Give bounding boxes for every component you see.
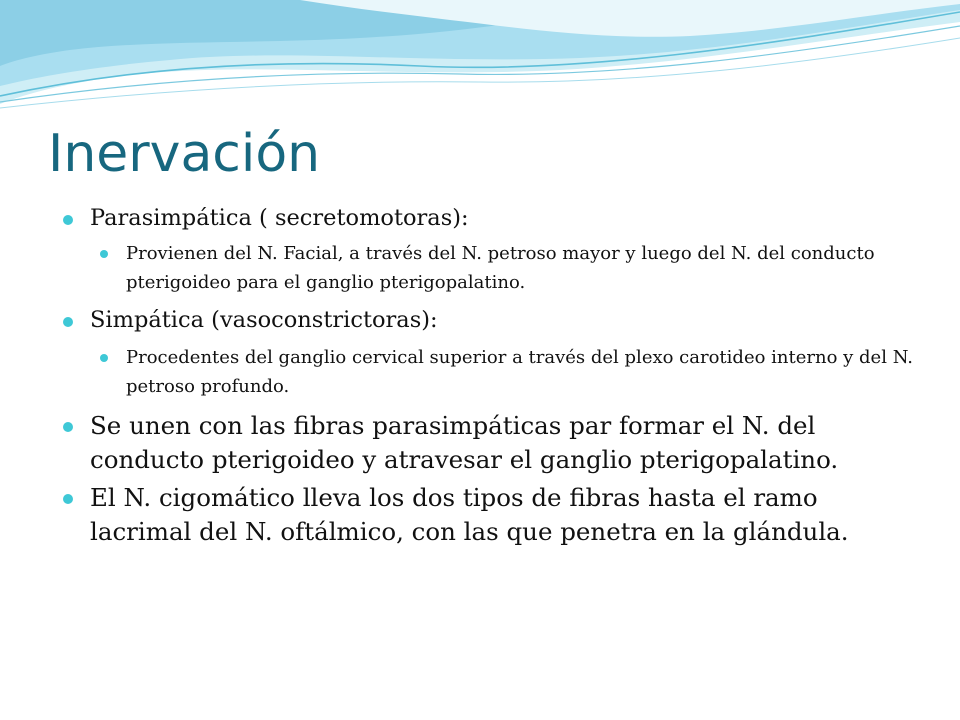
slide-title: Inervación [48, 124, 321, 184]
slide-body [62, 203, 922, 553]
sub-bullet-sympathetic-origin: Procedentes del ganglio cervical superior a través del plexo carotideo interno y del N. petroso profundo. [99, 343, 922, 401]
bullet-sympathetic: Simpática (vasoconstrictoras): [62, 305, 922, 336]
sub-bullet-parasympathetic-origin: Provienen del N. Facial, a través del N. petroso mayor y luego del N. del conducto pterigoideo para el ganglio pterigopalatino. [99, 239, 922, 297]
bullet-fibers-union: Se unen con las fibras parasimpáticas par formar el N. del conducto pterigoideo y atravesar el ganglio pterigopalatino. [62, 409, 922, 477]
bullet-parasympathetic: Parasimpática ( secretomotoras): [62, 203, 922, 234]
bullet-zygomatic-nerve: El N. cigomático lleva los dos tipos de fibras hasta el ramo lacrimal del N. oftálmico, con las que penetra en la glándula. [62, 481, 922, 549]
